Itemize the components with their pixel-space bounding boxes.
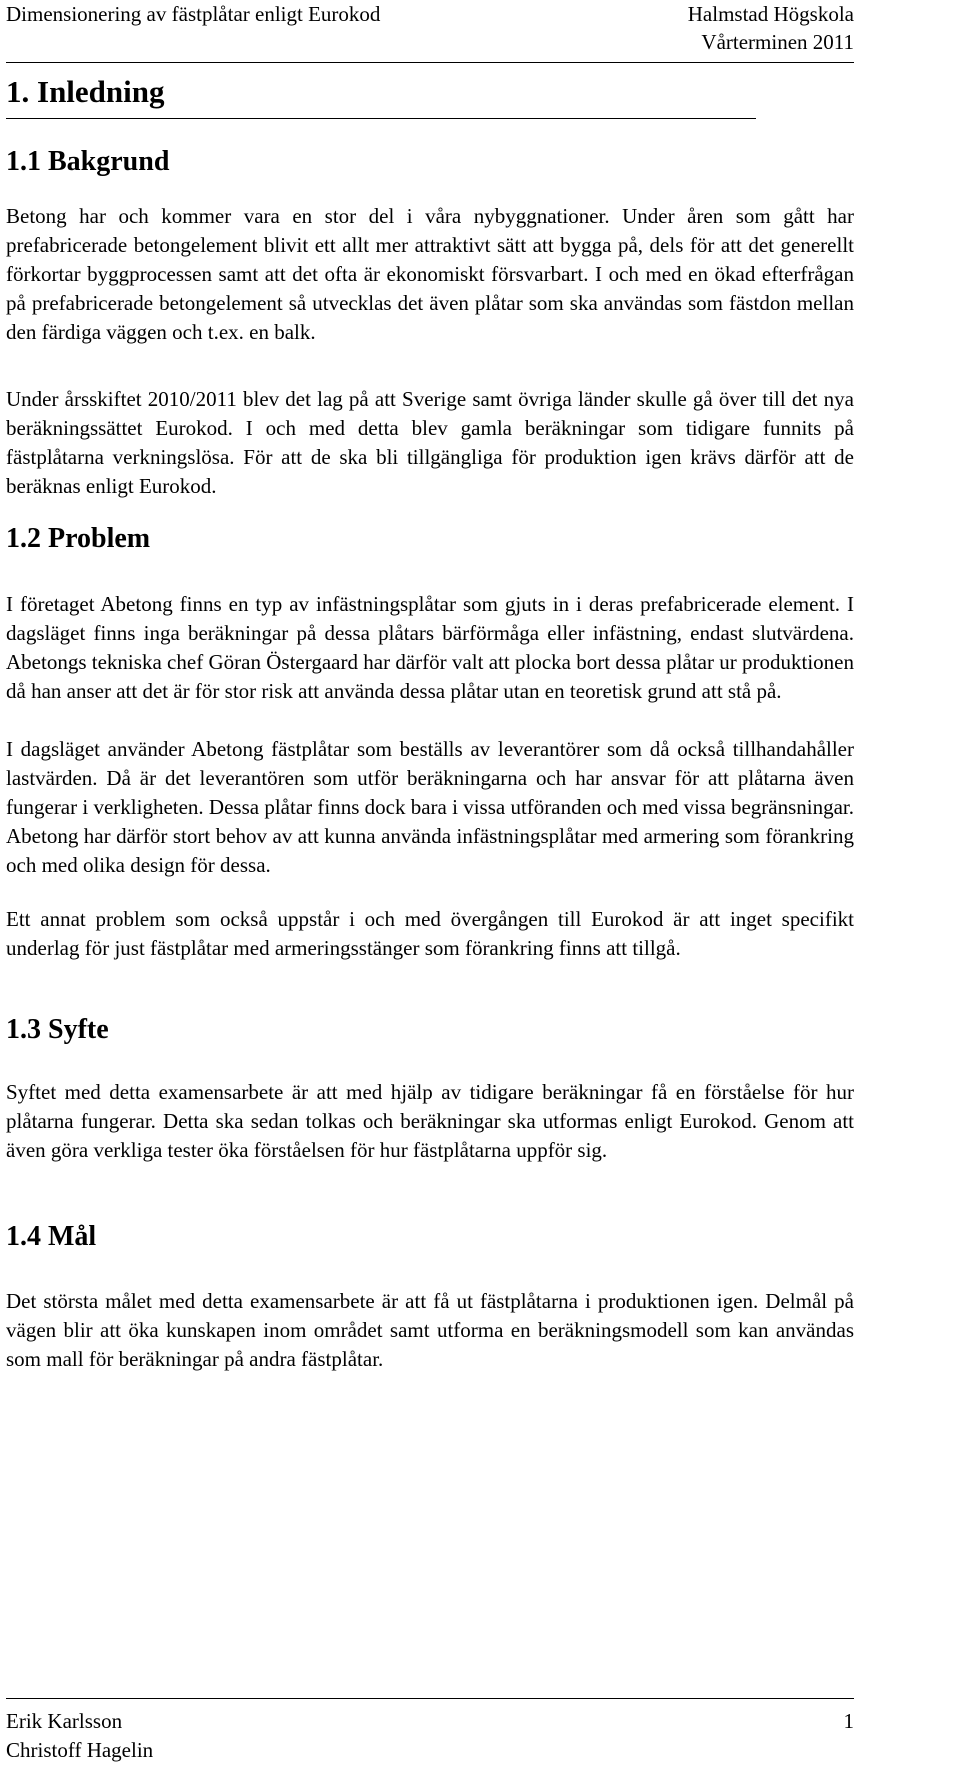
paragraph-syfte: Syftet med detta examensarbete är att med hjälp av tidigare beräkningar få en förståelse för hur plåtarna fungerar. Detta ska sedan tolkas och beräkningar ska utformas enligt Eurokod. Genom att även göra verkliga tester öka förståelsen för hur fästplåtarna uppför sig. xyxy=(6,1080,854,1162)
header-institution: Halmstad Högskola xyxy=(687,2,854,26)
paragraph-mal: Det största målet med detta examensarbete är att få ut fästplåtarna i produktionen igen. Delmål på vägen blir att öka kunskapen inom området samt utforma en beräkningsmodell som kan användas som mall för beräkningar på andra fästplåtar. xyxy=(6,1289,854,1371)
paragraph-problem-2: I dagsläget använder Abetong fästplåtar som beställs av leverantörer som då också tillhandahåller lastvärden. Då är det leverantören som utför beräkningarna och har ansvar för att plåtarna även fungerar i verkligheten. Dessa plåtar finns dock bara i vissa utföranden och med vissa begränsningar. Abetong har därför stort behov av att kunna använda infästningsplåtar med armering som förankring och med olika design för dessa. xyxy=(6,737,854,877)
section-heading-mal: 1.4 Mål xyxy=(6,1221,97,1252)
header-right xyxy=(688,0,854,56)
footer-author-2: Christoff Hagelin xyxy=(6,1738,154,1762)
page-number: 1 xyxy=(843,1709,854,1733)
section-heading-problem: 1.2 Problem xyxy=(6,523,151,554)
section-heading-bakgrund: 1.1 Bakgrund xyxy=(6,146,170,177)
header-title: Dimensionering av fästplåtar enligt Eurokod xyxy=(6,2,381,26)
paragraph-bakgrund-1: Betong har och kommer vara en stor del i våra nybyggnationer. Under åren som gått har prefabricerade betongelement blivit ett allt mer attraktivt sätt att bygga på, dels för att det generellt förkortar byggprocessen samt att det ofta är ekonomiskt försvarbart. I och med en ökad efterfrågan på prefabricerade betongelement så utvecklas det även plåtar som ska användas som fästdon mellan den färdiga väggen och t.ex. en balk. xyxy=(6,204,854,344)
chapter-title: 1. Inledning xyxy=(6,72,756,119)
paragraph-problem-1: I företaget Abetong finns en typ av infästningsplåtar som gjuts in i deras prefabricerade element. I dagsläget finns inga beräkningar på dessa plåtars bärförmåga eller infästning, endast slutvärdena. Abetongs tekniska chef Göran Östergaard har därför valt att plocka bort dessa plåtar ur produktionen då han anser att det är för stor risk att använda dessa plåtar utan en teoretisk grund att stå på. xyxy=(6,592,854,703)
footer-author-1: Erik Karlsson xyxy=(6,1709,123,1733)
paragraph-bakgrund-2: Under årsskiftet 2010/2011 blev det lag på att Sverige samt övriga länder skulle gå över till det nya beräkningssättet Eurokod. I och med detta blev gamla beräkningar som tidigare funnits på fästplåtarna verkningslösa. För att de ska bli tillgängliga för produktion igen krävs därför att de beräknas enligt Eurokod. xyxy=(6,387,854,498)
footer-authors xyxy=(6,1707,153,1765)
header-term: Vårterminen 2011 xyxy=(701,30,854,54)
paragraph-problem-3: Ett annat problem som också uppstår i och med övergången till Eurokod är att inget specifikt underlag för just fästplåtar med armeringsstänger som förankring finns att tillgå. xyxy=(6,907,854,960)
section-heading-syfte: 1.3 Syfte xyxy=(6,1014,109,1045)
page-header xyxy=(6,0,854,63)
page-footer xyxy=(6,1698,854,1767)
